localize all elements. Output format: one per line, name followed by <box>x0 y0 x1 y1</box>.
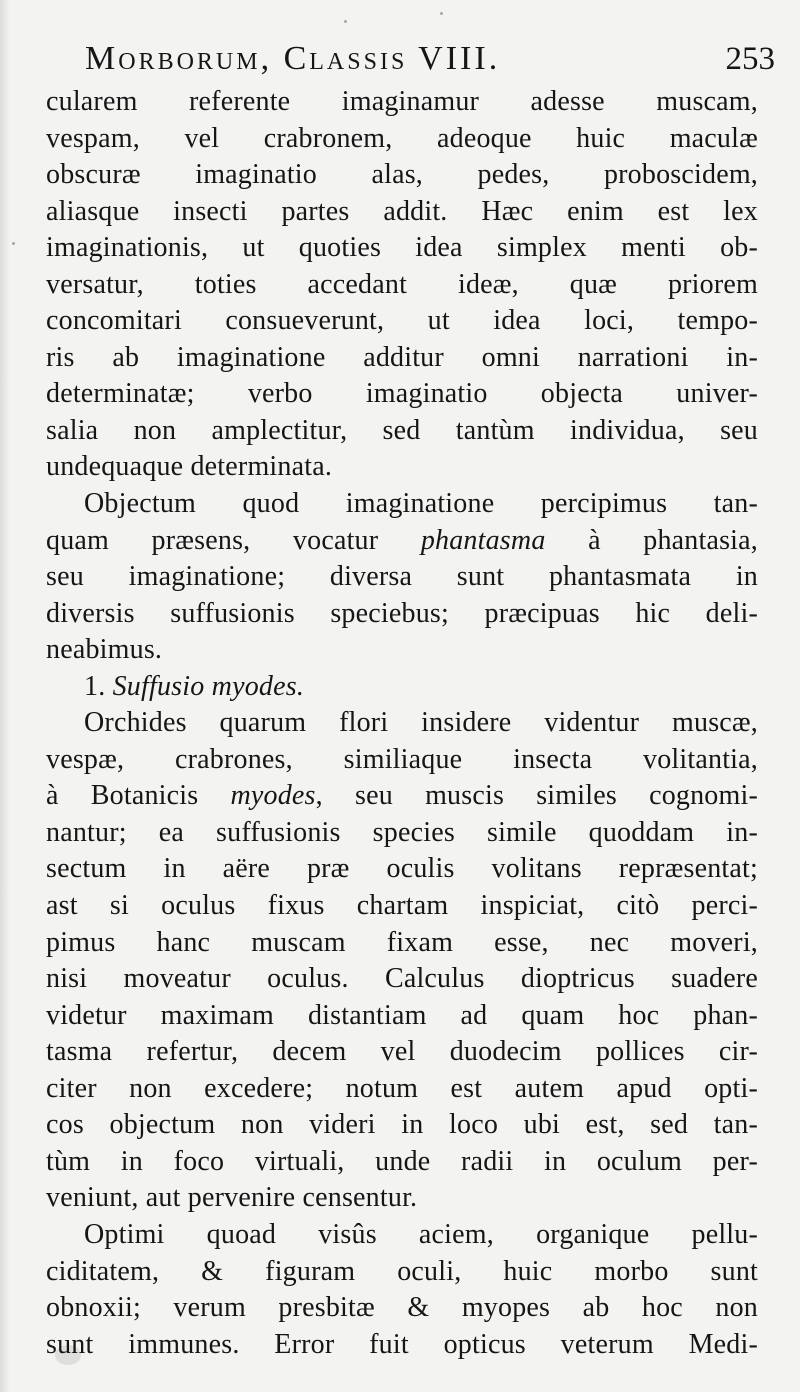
text-line: ciditatem, & figuram oculi, huic morbo sunt <box>46 1255 758 1287</box>
text-line: nisi moveatur oculus. Calculus dioptricus suadere <box>46 963 758 995</box>
text-line: obscuræ imaginatio alas, pedes, proboscidem, <box>46 159 758 191</box>
text-line: veniunt, aut pervenire censentur. <box>46 1182 418 1214</box>
text-line: citer non excedere; notum est autem apud opti- <box>46 1072 758 1104</box>
text-fragment: à Botanicis <box>46 780 199 812</box>
section-title: Suffusio myodes. <box>112 670 305 702</box>
italic-term: myodes <box>230 780 316 812</box>
text-line: nantur; ea suffusionis species simile quoddam in- <box>46 816 758 848</box>
text-line: diversis suffusionis speciebus; præcipuas hic deli- <box>46 597 758 629</box>
paper-speck <box>12 242 15 245</box>
text-line: imaginationis, ut quoties idea simplex menti ob- <box>46 232 758 264</box>
text-line: videtur maximam distantiam ad quam hoc phan- <box>46 999 758 1031</box>
text-line: salia non amplectitur, sed tantùm individua, seu <box>46 414 758 446</box>
text-line: ast si oculus fixus chartam inspiciat, citò perci- <box>46 890 758 922</box>
text-line: sectum in aëre præ oculis volitans repræsentat; <box>46 853 758 885</box>
page-number: 253 <box>725 41 775 77</box>
text-line: neabimus. <box>46 634 163 666</box>
text-line: tùm in foco virtuali, unde radii in oculum per- <box>46 1145 758 1177</box>
text-line: seu imaginatione; diversa sunt phantasmata in <box>46 561 758 593</box>
paper-speck <box>440 12 443 15</box>
text-line-with-italic <box>46 778 758 815</box>
text-line: ris ab imaginatione additur omni narrationi in- <box>46 341 758 373</box>
text-fragment: , seu muscis similes cognomi- <box>315 780 758 812</box>
text-line-with-italic <box>46 523 758 560</box>
text-line: determinatæ; verbo imaginatio objecta univer- <box>46 378 758 410</box>
text-fragment: à phantasia, <box>588 524 758 556</box>
italic-term: phantasma <box>420 524 546 556</box>
text-line: Objectum quod imaginatione percipimus tan- <box>84 488 758 520</box>
text-line: sunt immunes. Error fuit opticus veterum Medi- <box>46 1328 758 1360</box>
text-line: Orchides quarum flori insidere videntur muscæ, <box>84 707 758 739</box>
text-line: versatur, toties accedant ideæ, quæ priorem <box>46 268 758 300</box>
text-line: undequaque determinata. <box>46 451 333 483</box>
text-line: vespam, vel crabronem, adeoque huic maculæ <box>46 122 758 154</box>
paper-speck <box>344 20 347 23</box>
text-line: Optimi quoad visûs aciem, organique pellu- <box>84 1218 758 1250</box>
text-line: obnoxii; verum presbitæ & myopes ab hoc non <box>46 1292 758 1324</box>
section-heading <box>46 669 758 706</box>
text-line: aliasque insecti partes addit. Hæc enim est lex <box>46 195 758 227</box>
text-line: cos objectum non videri in loco ubi est, sed tan- <box>46 1109 758 1141</box>
text-line: concomitari consueverunt, ut idea loci, tempo- <box>46 305 758 337</box>
page-header <box>85 36 775 82</box>
text-fragment: quam præsens, vocatur <box>46 524 379 556</box>
section-number: 1. <box>84 670 106 702</box>
text-line: tasma refertur, decem vel duodecim pollices cir- <box>46 1036 758 1068</box>
text-line: pimus hanc muscam fixam esse, nec moveri, <box>46 926 758 958</box>
text-body <box>46 84 758 1363</box>
text-line: cularem referente imaginamur adesse muscam, <box>46 86 758 117</box>
running-title: Morborum, Classis VIII. <box>85 40 501 77</box>
text-line: vespæ, crabrones, similiaque insecta volitantia, <box>46 743 758 775</box>
